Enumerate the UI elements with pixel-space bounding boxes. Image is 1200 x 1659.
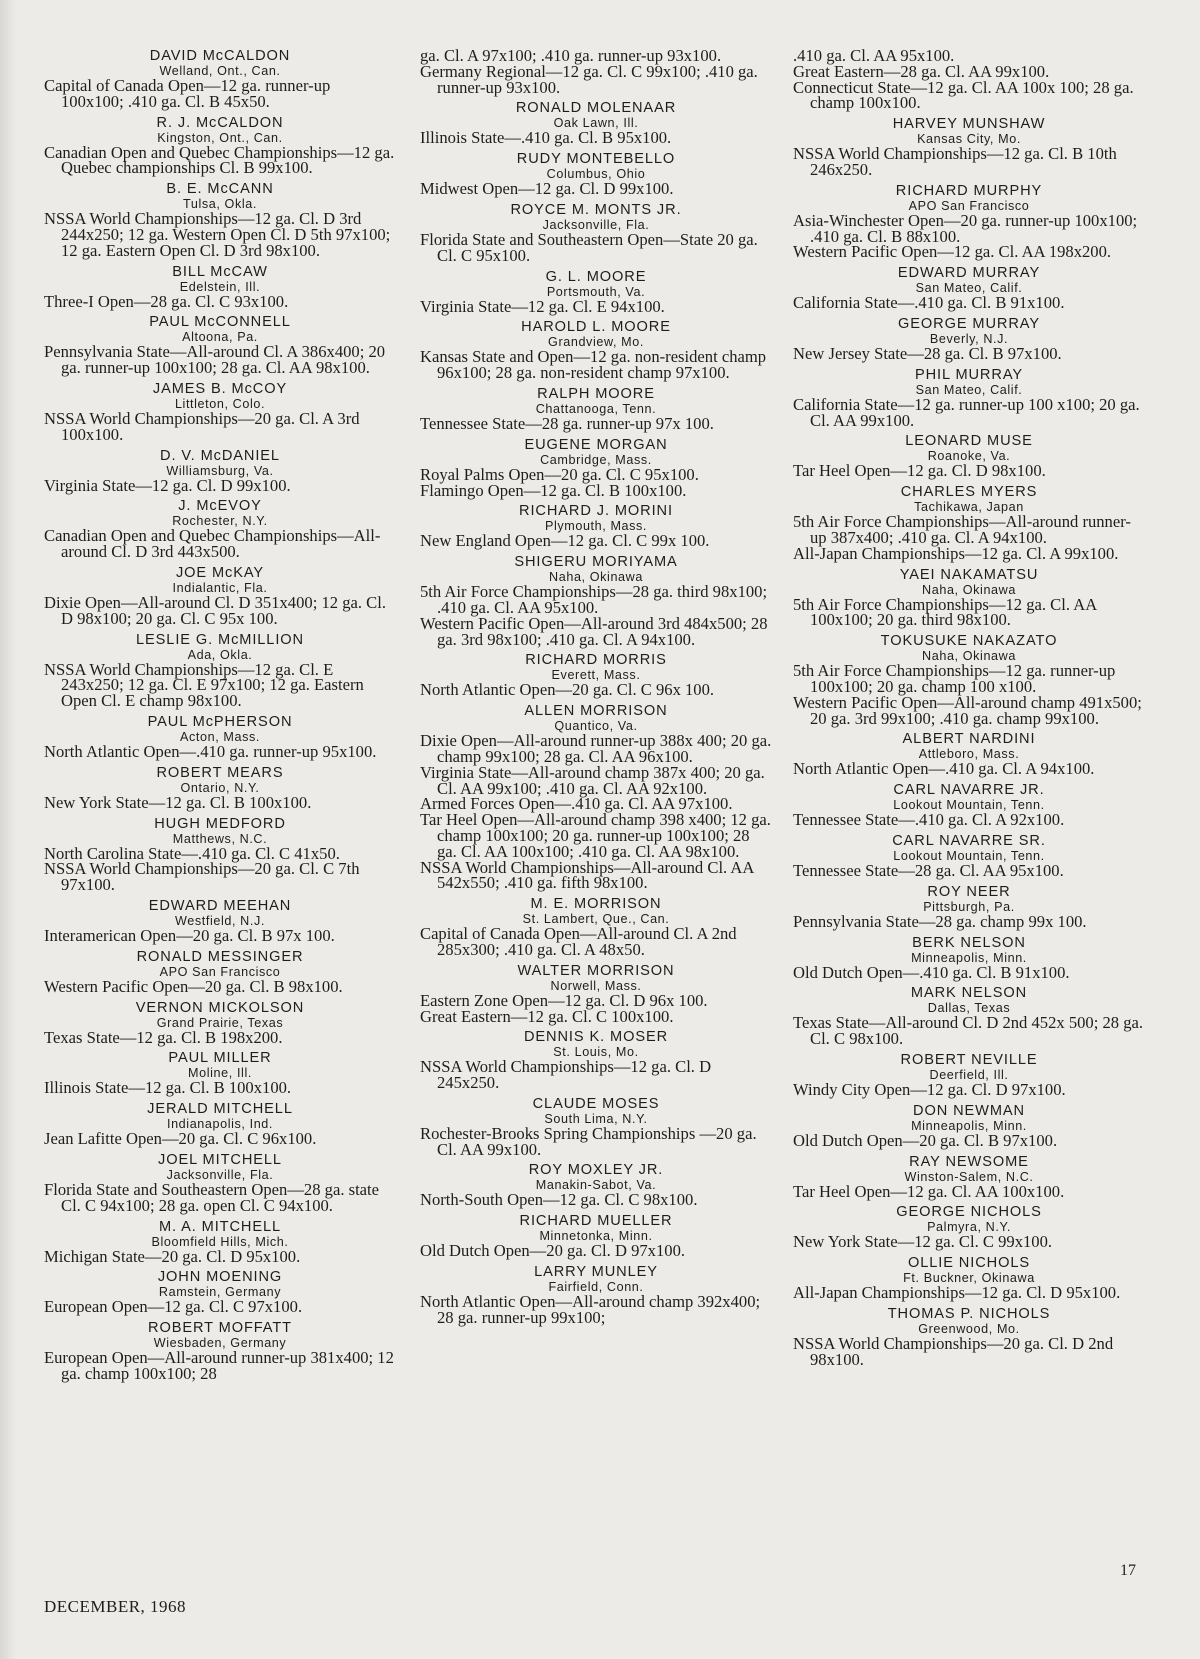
shooter-name: HARVEY MUNSHAW [892,116,1046,133]
shooter-entry [793,1154,1145,1200]
shooter-entry [793,1255,1145,1301]
result-line: Three-I Open—28 ga. Cl. C 93x100. [44,291,289,311]
result-line: NSSA World Championships—12 ga. Cl. D 245x250. [420,1057,712,1093]
shooter-entry [44,381,396,443]
result-line: Great Eastern—12 ga. Cl. C 100x100. [420,1006,674,1026]
column-2 [420,48,772,1331]
result-line: Tennessee State—.410 ga. Cl. A 92x100. [793,810,1065,830]
shooter-entry [44,714,396,760]
shooter-location: Deerfield, Ill. [929,1067,1009,1082]
shooter-name: RAY NEWSOME [909,1153,1029,1170]
shooter-location: Kingston, Ont., Can. [157,130,283,145]
shooter-name: HUGH MEDFORD [154,815,286,832]
shooter-entry [44,115,396,177]
result-line: California State—12 ga. runner-up 100 x100; 20 ga. Cl. AA 99x100. [793,394,1140,430]
shooter-location: Minnetonka, Minn. [539,1229,653,1244]
shooter-entry [420,269,772,315]
shooter-entry [44,816,396,893]
shooter-entry [420,1029,772,1091]
shooter-name: LESLIE G. McMILLION [136,631,304,648]
shooter-name: PAUL MILLER [168,1050,272,1067]
shooter-location: Ada, Okla. [187,647,253,662]
shooter-name: WALTER MORRISON [517,962,675,979]
shooter-name: THOMAS P. NICHOLS [887,1305,1051,1322]
result-line: .410 ga. Cl. AA 95x100. [793,46,955,65]
result-line: California State—.410 ga. Cl. B 91x100. [793,293,1065,313]
shooter-entry [44,264,396,310]
shooter-name: M. E. MORRISON [530,896,662,913]
result-line: Canadian Open and Quebec Championships—12 ga. Quebec championships Cl. B 99x100. [44,142,395,178]
shooter-entry [793,782,1145,828]
shooter-entry [44,498,396,560]
result-line: Germany Regional—12 ga. Cl. C 99x100; .410 ga. runner-up 93x100. [420,61,758,97]
shooter-entry [420,202,772,264]
shooter-name: JAMES B. McCOY [152,380,288,397]
shooter-entry [44,1320,396,1382]
shooter-name: CHARLES MYERS [900,484,1038,501]
result-line: 5th Air Force Championships—12 ga. runner-up 100x100; 20 ga. champ 100 x100. [793,661,1116,696]
shooter-entry [44,765,396,811]
shooter-entry [420,963,772,1025]
result-line: North Atlantic Open—All-around champ 392x400; 28 ga. runner-up 99x100; [420,1292,761,1327]
result-line: North Atlantic Open—20 ga. Cl. C 96x 100. [420,680,715,700]
shooter-entry [793,183,1145,260]
shooter-location: Kansas City, Mo. [917,132,1021,147]
shooter-location: Edelstein, Ill. [179,279,261,294]
shooter-entry [793,935,1145,981]
shooter-name: VERNON MICKOLSON [135,999,305,1016]
result-line: Dixie Open—All-around runner-up 388x 400; 20 ga. champ 99x100; 28 ga. Cl. AA 96x100. [420,731,772,766]
shooter-name: R. J. McCALDON [156,114,284,131]
result-line: Virginia State—12 ga. Cl. D 99x100. [44,475,291,495]
result-line: New England Open—12 ga. Cl. C 99x 100. [420,531,710,551]
shooter-name: BILL McCAW [172,263,268,280]
shooter-location: Tulsa, Okla. [183,197,257,212]
shooter-entry [44,1152,396,1214]
result-line: Tar Heel Open—12 ga. Cl. AA 100x100. [793,1181,1065,1201]
shooter-entry [793,48,1145,111]
result-line: Pennsylvania State—28 ga. champ 99x 100. [793,911,1087,931]
shooter-name: CARL NAVARRE SR. [892,832,1046,849]
shooter-entry [793,265,1145,311]
shooter-name: JOE McKAY [175,564,265,581]
shooter-entry [44,1269,396,1315]
shooter-name: EDWARD MURRAY [897,265,1041,282]
shooter-location: Rochester, N.Y. [172,514,268,529]
result-line: North Atlantic Open—.410 ga. Cl. A 94x100. [793,759,1095,779]
result-line: NSSA World Championships—20 ga. Cl. C 7th 97x100. [44,859,360,895]
shooter-name: GEORGE NICHOLS [896,1204,1042,1221]
shooter-name: ROYCE M. MONTS JR. [510,201,682,218]
shooter-location: Ramstein, Germany [158,1285,282,1300]
shooter-name: ROY NEER [927,883,1011,900]
result-line: Tennessee State—28 ga. runner-up 97x 100. [420,413,714,433]
shooter-name: M. A. MITCHELL [158,1218,282,1235]
result-line: Flamingo Open—12 ga. Cl. B 100x100. [420,480,687,500]
result-line: Texas State—12 ga. Cl. B 198x200. [44,1027,283,1047]
result-line: Illinois State—.410 ga. Cl. B 95x100. [420,128,672,148]
shooter-entry [793,1103,1145,1149]
shooter-name: PAUL McPHERSON [147,713,293,730]
result-line: European Open—All-around runner-up 381x400; 12 ga. champ 100x100; 28 [44,1348,394,1383]
result-line: Western Pacific Open—20 ga. Cl. B 98x100. [44,976,343,996]
shooter-entry [793,633,1145,726]
result-line: 5th Air Force Championships—28 ga. third 98x100; .410 ga. Cl. AA 95x100. [420,582,768,617]
result-line: Western Pacific Open—All-around 3rd 484x500; 28 ga. 3rd 98x100; .410 ga. Cl. A 94x100. [420,613,768,649]
shooter-entry [44,1219,396,1265]
shooter-name: BERK NELSON [912,934,1026,951]
shooter-name: ROBERT MEARS [156,764,284,781]
shooter-name: ROBERT NEVILLE [900,1051,1038,1068]
shooter-location: San Mateo, Calif. [915,382,1023,397]
shooter-location: Lookout Mountain, Tenn. [893,848,1045,863]
shooter-entry [793,1052,1145,1098]
shooter-name: DON NEWMAN [913,1102,1025,1119]
column-3 [793,48,1145,1372]
shooter-location: Quantico, Va. [554,719,638,734]
shooter-location: Indianapolis, Ind. [166,1117,274,1132]
column-1 [44,48,396,1387]
shooter-name: JERALD MITCHELL [147,1101,293,1118]
shooter-entry [44,48,396,110]
result-line: Asia-Winchester Open—20 ga. runner-up 100x100; .410 ga. Cl. B 88x100. [793,210,1138,246]
shooter-name: JOEL MITCHELL [158,1151,282,1168]
shooter-location: Minneapolis, Minn. [911,1118,1027,1133]
shooter-location: Beverly, N.J. [929,331,1009,346]
result-line: New Jersey State—28 ga. Cl. B 97x100. [793,343,1062,363]
shooter-entry [44,632,396,709]
result-line: Illinois State—12 ga. Cl. B 100x100. [44,1078,292,1098]
result-line: NSSA World Championships—12 ga. Cl. E 243x250; 12 ga. Cl. E 97x100; 12 ga. Eastern Open Cl. E champ 98x100. [44,659,364,711]
result-line: Old Dutch Open—.410 ga. Cl. B 91x100. [793,962,1070,982]
shooter-location: APO San Francisco [159,964,281,979]
shooter-name: CARL NAVARRE JR. [893,782,1045,799]
shooter-entry [793,1204,1145,1250]
result-line: Jean Lafitte Open—20 ga. Cl. C 96x100. [44,1129,317,1149]
shooter-entry [420,1162,772,1208]
shooter-location: Jacksonville, Fla. [166,1167,274,1182]
result-line: ga. Cl. A 97x100; .410 ga. runner-up 93x100. [420,46,722,65]
shooter-location: Lookout Mountain, Tenn. [893,798,1045,813]
shooter-name: HAROLD L. MOORE [521,319,671,336]
shooter-name: ROY MOXLEY JR. [528,1162,664,1179]
shooter-name: RICHARD MORRIS [525,652,667,669]
shooter-name: SHIGERU MORIYAMA [514,554,678,571]
shooter-name: JOHN MOENING [157,1269,283,1286]
shooter-entry [793,731,1145,777]
shooter-entry [420,1213,772,1259]
shooter-name: GEORGE MURRAY [898,315,1040,332]
shooter-name: TOKUSUKE NAKAZATO [880,633,1058,650]
result-line: 5th Air Force Championships—All-around runner-up 387x400; .410 ga. Cl. A 94x100. [793,512,1131,547]
shooter-location: Attleboro, Mass. [918,747,1020,762]
result-line: Armed Forces Open—.410 ga. Cl. AA 97x100. [420,794,733,814]
shooter-name: DENNIS K. MOSER [523,1029,669,1046]
shooter-location: Oak Lawn, Ill. [553,116,639,131]
shooter-entry [793,884,1145,930]
shooter-location: Plymouth, Mass. [544,519,648,534]
shooter-location: Minneapolis, Minn. [911,950,1027,965]
result-line: NSSA World Championships—All-around Cl. AA 542x550; .410 ga. fifth 98x100. [420,857,754,893]
shooter-location: Naha, Okinawa [922,649,1016,664]
result-line: North Carolina State—.410 ga. Cl. C 41x50. [44,843,340,863]
shooter-entry [793,1306,1145,1368]
result-line: Western Pacific Open—12 ga. Cl. AA 198x200. [793,242,1112,262]
result-line: Old Dutch Open—20 ga. Cl. D 97x100. [420,1241,686,1261]
result-line: All-Japan Championships—12 ga. Cl. A 99x100. [793,543,1119,563]
shooter-location: Tachikawa, Japan [914,500,1024,515]
result-line: European Open—12 ga. Cl. C 97x100. [44,1297,303,1317]
result-line: NSSA World Championships—20 ga. Cl. D 2nd 98x100. [793,1333,1114,1369]
shooter-location: Columbus, Ohio [546,167,646,182]
shooter-location: Moline, Ill. [188,1066,252,1081]
shooter-entry [420,1264,772,1326]
adjacent-page-edge [0,0,16,1659]
shooter-name: LEONARD MUSE [905,433,1033,450]
shooter-location: Manakin-Sabot, Va. [535,1178,657,1193]
shooter-entry [44,1101,396,1147]
result-line: North-South Open—12 ga. Cl. C 98x100. [420,1190,698,1210]
shooter-location: St. Louis, Mo. [553,1045,639,1060]
result-line: North Atlantic Open—.410 ga. runner-up 95x100. [44,741,377,761]
issue-date: DECEMBER, 1968 [44,1597,187,1616]
shooter-entry [420,100,772,146]
shooter-name: B. E. McCANN [166,181,274,198]
shooter-entry [793,833,1145,879]
shooter-name: YAEI NAKAMATSU [899,566,1039,583]
shooter-location: Roanoke, Va. [927,449,1011,464]
shooter-entry [420,554,772,647]
result-line: Virginia State—All-around champ 387x 400; 20 ga. Cl. AA 99x100; .410 ga. Cl. AA 92x100. [420,762,765,798]
result-line: Capital of Canada Open—12 ga. runner-up 100x100; .410 ga. Cl. B 45x50. [44,76,331,111]
shooter-location: Naha, Okinawa [549,570,643,585]
result-line: Tennessee State—28 ga. Cl. AA 95x100. [793,860,1064,880]
shooter-location: Grand Prairie, Texas [156,1015,284,1030]
shooter-name: RALPH MOORE [537,385,655,402]
shooter-name: MARK NELSON [910,985,1028,1002]
shooter-location: St. Lambert, Que., Can. [522,912,670,927]
shooter-entry [44,565,396,627]
shooter-name: RONALD MESSINGER [136,948,304,965]
result-line: Eastern Zone Open—12 ga. Cl. D 96x 100. [420,990,708,1010]
result-line: Florida State and Southeastern Open—28 ga. state Cl. C 94x100; 28 ga. open Cl. C 94x100. [44,1179,380,1215]
shooter-location: Pittsburgh, Pa. [923,899,1015,914]
shooter-location: APO San Francisco [908,198,1030,213]
shooter-name: RONALD MOLENAAR [515,100,677,117]
shooter-location: Dallas, Texas [927,1001,1011,1016]
shooter-entry [793,985,1145,1047]
shooter-location: Greenwood, Mo. [918,1321,1020,1336]
result-line: Rochester-Brooks Spring Championships —20 ga. Cl. AA 99x100. [420,1123,757,1159]
shooter-entry [793,433,1145,479]
result-line: Dixie Open—All-around Cl. D 351x400; 12 ga. Cl. D 98x100; 20 ga. Cl. C 95x 100. [44,592,386,628]
shooter-name: DAVID McCALDON [149,48,291,64]
shooter-location: Norwell, Mass. [550,978,642,993]
shooter-location: Altoona, Pa. [182,330,258,345]
shooter-name: CLAUDE MOSES [532,1095,660,1112]
shooter-name: RICHARD MUELLER [519,1213,673,1230]
shooter-name: PHIL MURRAY [914,366,1023,383]
shooter-name: LARRY MUNLEY [534,1264,658,1281]
shooter-location: Cambridge, Mass. [540,452,652,467]
shooter-entry [44,1050,396,1096]
shooter-location: Bloomfield Hills, Mich. [151,1234,289,1249]
shooter-location: Winston-Salem, N.C. [904,1169,1034,1184]
shooter-location: Welland, Ont., Can. [159,64,281,78]
shooter-entry [420,652,772,698]
result-line: Canadian Open and Quebec Championships—All-around Cl. D 3rd 443x500. [44,526,381,562]
result-line: Old Dutch Open—20 ga. Cl. B 97x100. [793,1130,1058,1150]
shooter-entry [44,314,396,376]
result-line: Interamerican Open—20 ga. Cl. B 97x 100. [44,925,335,945]
shooter-location: Littleton, Colo. [174,396,266,411]
result-line: Capital of Canada Open—All-around Cl. A 2nd 285x300; .410 ga. Cl. A 48x50. [420,924,737,959]
shooter-entry [793,116,1145,178]
result-line: New York State—12 ga. Cl. C 99x100. [793,1232,1053,1252]
result-line: All-Japan Championships—12 ga. Cl. D 95x100. [793,1283,1121,1303]
result-line: NSSA World Championships—12 ga. Cl. D 3rd 244x250; 12 ga. Western Open Cl. D 5th 97x100; 12 ga. Eastern Open Cl. D 3rd 98x100. [44,209,391,260]
result-line: Connecticut State—12 ga. Cl. AA 100x 100; 28 ga. champ 100x100. [793,77,1134,113]
shooter-entry [44,949,396,995]
result-line: Midwest Open—12 ga. Cl. D 99x100. [420,179,674,199]
shooter-location: Grandview, Mo. [548,335,644,350]
shooter-entry [420,437,772,499]
result-line: 5th Air Force Championships—12 ga. Cl. AA 100x100; 20 ga. third 98x100. [793,594,1097,630]
shooter-entry [420,151,772,197]
result-line: Texas State—All-around Cl. D 2nd 452x 500; 28 ga. Cl. C 98x100. [793,1013,1144,1049]
shooter-name: OLLIE NICHOLS [907,1255,1030,1272]
shooter-entry [420,896,772,958]
shooter-location: Acton, Mass. [180,729,260,744]
shooter-entry [44,448,396,494]
shooter-name: D. V. McDANIEL [160,447,280,464]
shooter-entry [793,316,1145,362]
shooter-name: EDWARD MEEHAN [148,897,292,914]
result-line: Florida State and Southeastern Open—State 20 ga. Cl. C 95x100. [420,229,758,265]
shooter-location: Everett, Mass. [551,668,641,683]
shooter-location: Indialantic, Fla. [172,580,268,595]
shooter-name: ROBERT MOFFATT [148,1320,292,1337]
result-line: Kansas State and Open—12 ga. non-resident champ 96x100; 28 ga. non-resident champ 97x100. [420,347,767,383]
shooter-location: Palmyra, N.Y. [927,1220,1011,1235]
shooter-name: RICHARD MURPHY [895,182,1043,199]
shooter-entry [420,319,772,381]
shooter-name: RUDY MONTEBELLO [516,151,676,168]
shooter-entry [793,367,1145,429]
shooter-entry [420,386,772,432]
shooter-location: South Lima, N.Y. [544,1111,648,1126]
shooter-entry [420,48,772,95]
shooter-entry [44,898,396,944]
shooter-location: Chattanooga, Tenn. [535,401,657,416]
shooter-location: Portsmouth, Va. [546,284,646,299]
shooter-location: Fairfield, Conn. [548,1280,644,1295]
shooter-location: Naha, Okinawa [922,582,1016,597]
shooter-entry [793,484,1145,561]
shooter-name: EUGENE MORGAN [524,436,668,453]
shooter-name: ALBERT NARDINI [902,731,1036,748]
shooter-entry [420,503,772,549]
shooter-name: G. L. MOORE [545,268,647,285]
shooter-entry [793,567,1145,629]
shooter-entry [420,703,772,891]
shooter-location: Westfield, N.J. [175,913,265,928]
result-line: NSSA World Championships—20 ga. Cl. A 3rd 100x100. [44,408,360,444]
shooter-location: San Mateo, Calif. [915,281,1023,296]
result-line: Pennsylvania State—All-around Cl. A 386x400; 20 ga. runner-up 100x100; 28 ga. Cl. AA 98x100. [44,342,386,378]
result-line: Virginia State—12 ga. Cl. E 94x100. [420,296,665,316]
shooter-location: Wiesbaden, Germany [153,1336,287,1351]
shooter-location: Ft. Buckner, Okinawa [903,1271,1035,1286]
shooter-name: J. McEVOY [178,498,262,515]
page-number: 17 [1120,1562,1136,1579]
shooter-location: Jacksonville, Fla. [542,217,650,232]
result-line: Michigan State—20 ga. Cl. D 95x100. [44,1246,301,1266]
shooter-location: Matthews, N.C. [172,831,268,846]
shooter-location: Williamsburg, Va. [166,463,274,478]
result-line: Western Pacific Open—All-around champ 491x500; 20 ga. 3rd 99x100; .410 ga. champ 99x100. [793,692,1142,728]
shooter-name: PAUL McCONNELL [149,314,291,331]
result-line: Tar Heel Open—12 ga. Cl. D 98x100. [793,461,1046,481]
shooter-entry [420,1096,772,1158]
result-line: New York State—12 ga. Cl. B 100x100. [44,792,312,812]
shooter-location: Ontario, N.Y. [180,780,260,795]
result-line: Great Eastern—28 ga. Cl. AA 99x100. [793,61,1050,81]
shooter-name: RICHARD J. MORINI [519,503,673,520]
shooter-name: ALLEN MORRISON [524,703,668,720]
result-line: Windy City Open—12 ga. Cl. D 97x100. [793,1079,1066,1099]
result-line: Royal Palms Open—20 ga. Cl. C 95x100. [420,464,699,484]
shooter-entry [44,181,396,258]
shooter-entry [44,1000,396,1046]
result-line: NSSA World Championships—12 ga. Cl. B 10th 246x250. [793,144,1117,179]
result-line: Tar Heel Open—All-around champ 398 x400; 12 ga. champ 100x100; 20 ga. runner-up 100x100; 28 ga. Cl. AA 100x100; .410 ga. Cl. AA 98x100. [420,810,771,861]
